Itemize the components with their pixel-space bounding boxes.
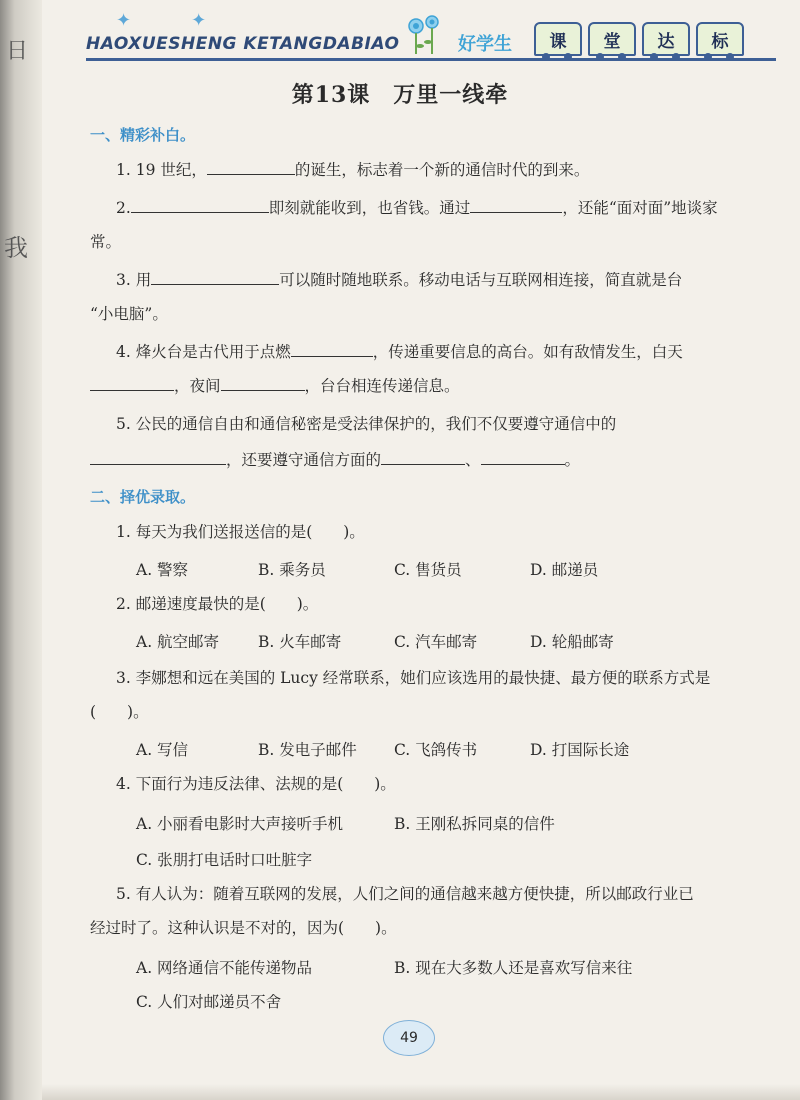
- star-icon: ✦✦: [116, 10, 267, 31]
- question-3-cont: “小电脑”。: [90, 305, 168, 323]
- answer-blank[interactable]: [481, 450, 565, 465]
- question-2-cont: 常。: [90, 233, 122, 251]
- section-heading-fill-blank: 一、精彩补白。: [90, 126, 196, 144]
- train-car: 标: [696, 22, 744, 56]
- question-4: [116, 342, 766, 362]
- page-bottom-edge: [42, 1084, 800, 1100]
- mc-option[interactable]: A. 航空邮寄: [136, 633, 220, 651]
- mc-option[interactable]: C. 人们对邮递员不舍: [136, 993, 282, 1011]
- mc-option[interactable]: B. 王刚私拆同桌的信件: [394, 815, 555, 833]
- mc-option[interactable]: B. 现在大多数人还是喜欢写信来往: [394, 959, 633, 977]
- question-text: ，台台相连传递信息。: [304, 377, 460, 395]
- question-text: 、: [465, 451, 481, 469]
- mc-question-5: 5. 有人认为：随着互联网的发展，人们之间的通信越来越方便快捷，所以邮政行业已: [116, 885, 694, 903]
- brand-name: 好学生: [458, 34, 512, 55]
- mc-question-5-cont: 经过时了。这种认识是不对的，因为( )。: [90, 919, 397, 937]
- train-car: 堂: [588, 22, 636, 56]
- question-text: ，夜间: [174, 377, 221, 395]
- mc-option[interactable]: C. 汽车邮寄: [394, 633, 478, 651]
- mc-question-1: 1. 每天为我们送报送信的是( )。: [116, 523, 365, 541]
- mc-option[interactable]: C. 张朋打电话时口吐脏字: [136, 851, 313, 869]
- answer-blank[interactable]: [221, 376, 305, 391]
- answer-blank[interactable]: [90, 376, 174, 391]
- answer-blank[interactable]: [207, 160, 295, 175]
- mc-question-2: 2. 邮递速度最快的是( )。: [116, 595, 319, 613]
- series-title: HAOXUESHENG KETANGDABIAO: [86, 34, 400, 54]
- mc-option[interactable]: A. 网络通信不能传递物品: [136, 959, 313, 977]
- header-rule: [86, 58, 776, 61]
- answer-blank[interactable]: [90, 450, 226, 465]
- question-text: ，传递重要信息的高台。如有敌情发生，白天: [372, 343, 683, 361]
- mc-option[interactable]: D. 邮递员: [530, 561, 599, 579]
- mc-option[interactable]: A. 小丽看电影时大声接听手机: [136, 815, 344, 833]
- lesson-title: 第13课 万里一线牵: [291, 82, 509, 108]
- question-text: 2.: [116, 199, 131, 217]
- flower-icon: [404, 14, 444, 58]
- answer-blank[interactable]: [470, 198, 562, 213]
- mc-option[interactable]: B. 火车邮寄: [258, 633, 342, 651]
- section-heading-multiple-choice: 二、择优录取。: [90, 488, 196, 506]
- question-4-cont: [90, 376, 740, 396]
- book-gutter: [0, 0, 42, 1100]
- answer-blank[interactable]: [131, 198, 269, 213]
- train-banner: [534, 22, 744, 56]
- question-text: 3. 用: [116, 271, 152, 289]
- mc-option[interactable]: D. 轮船邮寄: [530, 633, 614, 651]
- answer-blank[interactable]: [381, 450, 465, 465]
- side-mark-middle: 我: [4, 234, 28, 262]
- page-number: 49: [383, 1020, 435, 1056]
- train-car: 课: [534, 22, 582, 56]
- question-2: [116, 198, 766, 218]
- question-text: ，还能“面对面”地谈家: [562, 199, 718, 217]
- question-text: 即刻就能收到，也省钱。通过: [268, 199, 471, 217]
- question-text: 4. 烽火台是古代用于点燃: [116, 343, 291, 361]
- train-car: 达: [642, 22, 690, 56]
- mc-option[interactable]: A. 警察: [136, 561, 189, 579]
- mc-option[interactable]: C. 售货员: [394, 561, 462, 579]
- side-mark-top: 日: [6, 39, 29, 64]
- mc-option[interactable]: A. 写信: [136, 741, 189, 759]
- question-text: 的诞生，标志着一个新的通信时代的到来。: [294, 161, 590, 179]
- mc-question-3: 3. 李娜想和远在美国的 Lucy 经常联系，她们应该选用的最快捷、最方便的联系方式是: [116, 669, 711, 687]
- mc-option[interactable]: D. 打国际长途: [530, 741, 630, 759]
- mc-question-4: 4. 下面行为违反法律、法规的是( )。: [116, 775, 396, 793]
- question-text: 。: [564, 451, 581, 469]
- question-3: [116, 270, 766, 290]
- question-1: [116, 160, 766, 180]
- answer-blank[interactable]: [151, 270, 279, 285]
- mc-question-3-cont: ( )。: [90, 703, 149, 721]
- page-header: [86, 10, 776, 62]
- answer-blank[interactable]: [291, 342, 373, 357]
- question-text: 1. 19 世纪，: [116, 161, 207, 179]
- question-text: 可以随时随地联系。移动电话与互联网相连接，简直就是台: [279, 271, 683, 289]
- page-number-badge: [383, 1020, 433, 1054]
- mc-option[interactable]: B. 乘务员: [258, 561, 326, 579]
- question-text: ，还要遵守通信方面的: [226, 451, 382, 469]
- question-5-cont: [90, 450, 740, 470]
- question-5: 5. 公民的通信自由和通信秘密是受法律保护的，我们不仅要遵守通信中的: [116, 415, 617, 433]
- mc-option[interactable]: B. 发电子邮件: [258, 741, 357, 759]
- mc-option[interactable]: C. 飞鸽传书: [394, 741, 478, 759]
